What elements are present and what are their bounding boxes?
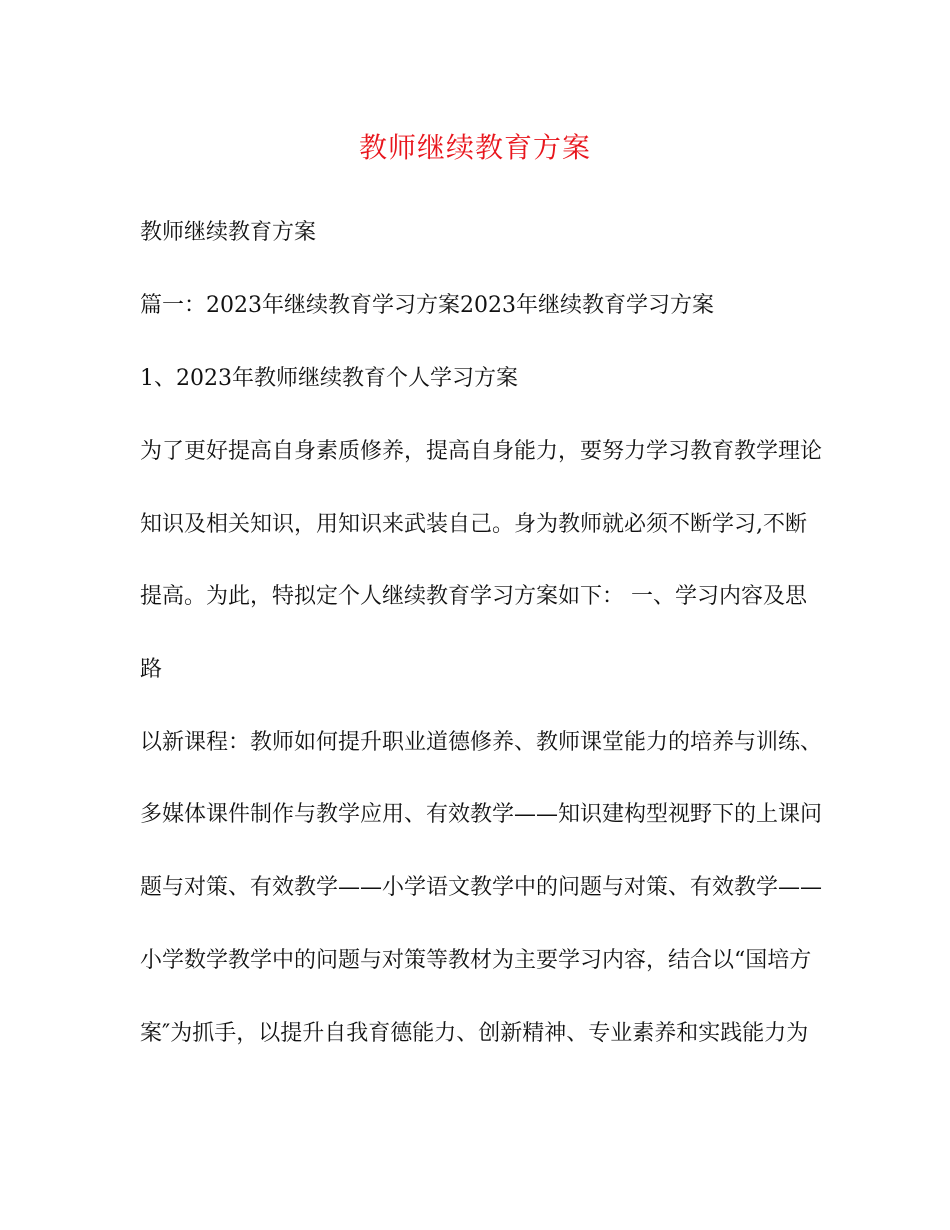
body-line: 知识及相关知识，用知识来武装自己。身为教师就必须不断学习,不断 xyxy=(140,512,807,537)
body-line: 以新课程：教师如何提升职业道德修养、教师课堂能力的培养与训练、 xyxy=(140,730,823,755)
body-line: 案″为抓手，以提升自我育德能力、创新精神、专业素养和实践能力为 xyxy=(140,1021,809,1046)
section-heading: 1、2023年教师继续教育个人学习方案 xyxy=(140,366,518,391)
body-line: 为了更好提高自身素质修养，提高自身能力，要努力学习教育教学理论 xyxy=(140,439,823,464)
subtitle-line: 教师继续教育方案 xyxy=(140,220,317,245)
document-title: 教师继续教育方案 xyxy=(358,131,591,164)
body-line: 提高。为此，特拟定个人继续教育学习方案如下： 一、学习内容及思 xyxy=(140,584,807,609)
body-line: 路 xyxy=(140,657,163,682)
body-line: 小学数学教学中的问题与对策等教材为主要学习内容，结合以“国培方 xyxy=(140,948,812,973)
chapter-heading: 篇一：2023年继续教育学习方案2023年继续教育学习方案 xyxy=(140,293,714,318)
body-line: 题与对策、有效教学——小学语文教学中的问题与对策、有效教学—— xyxy=(140,875,823,900)
body-line: 多媒体课件制作与教学应用、有效教学——知识建构型视野下的上课问 xyxy=(140,802,823,827)
